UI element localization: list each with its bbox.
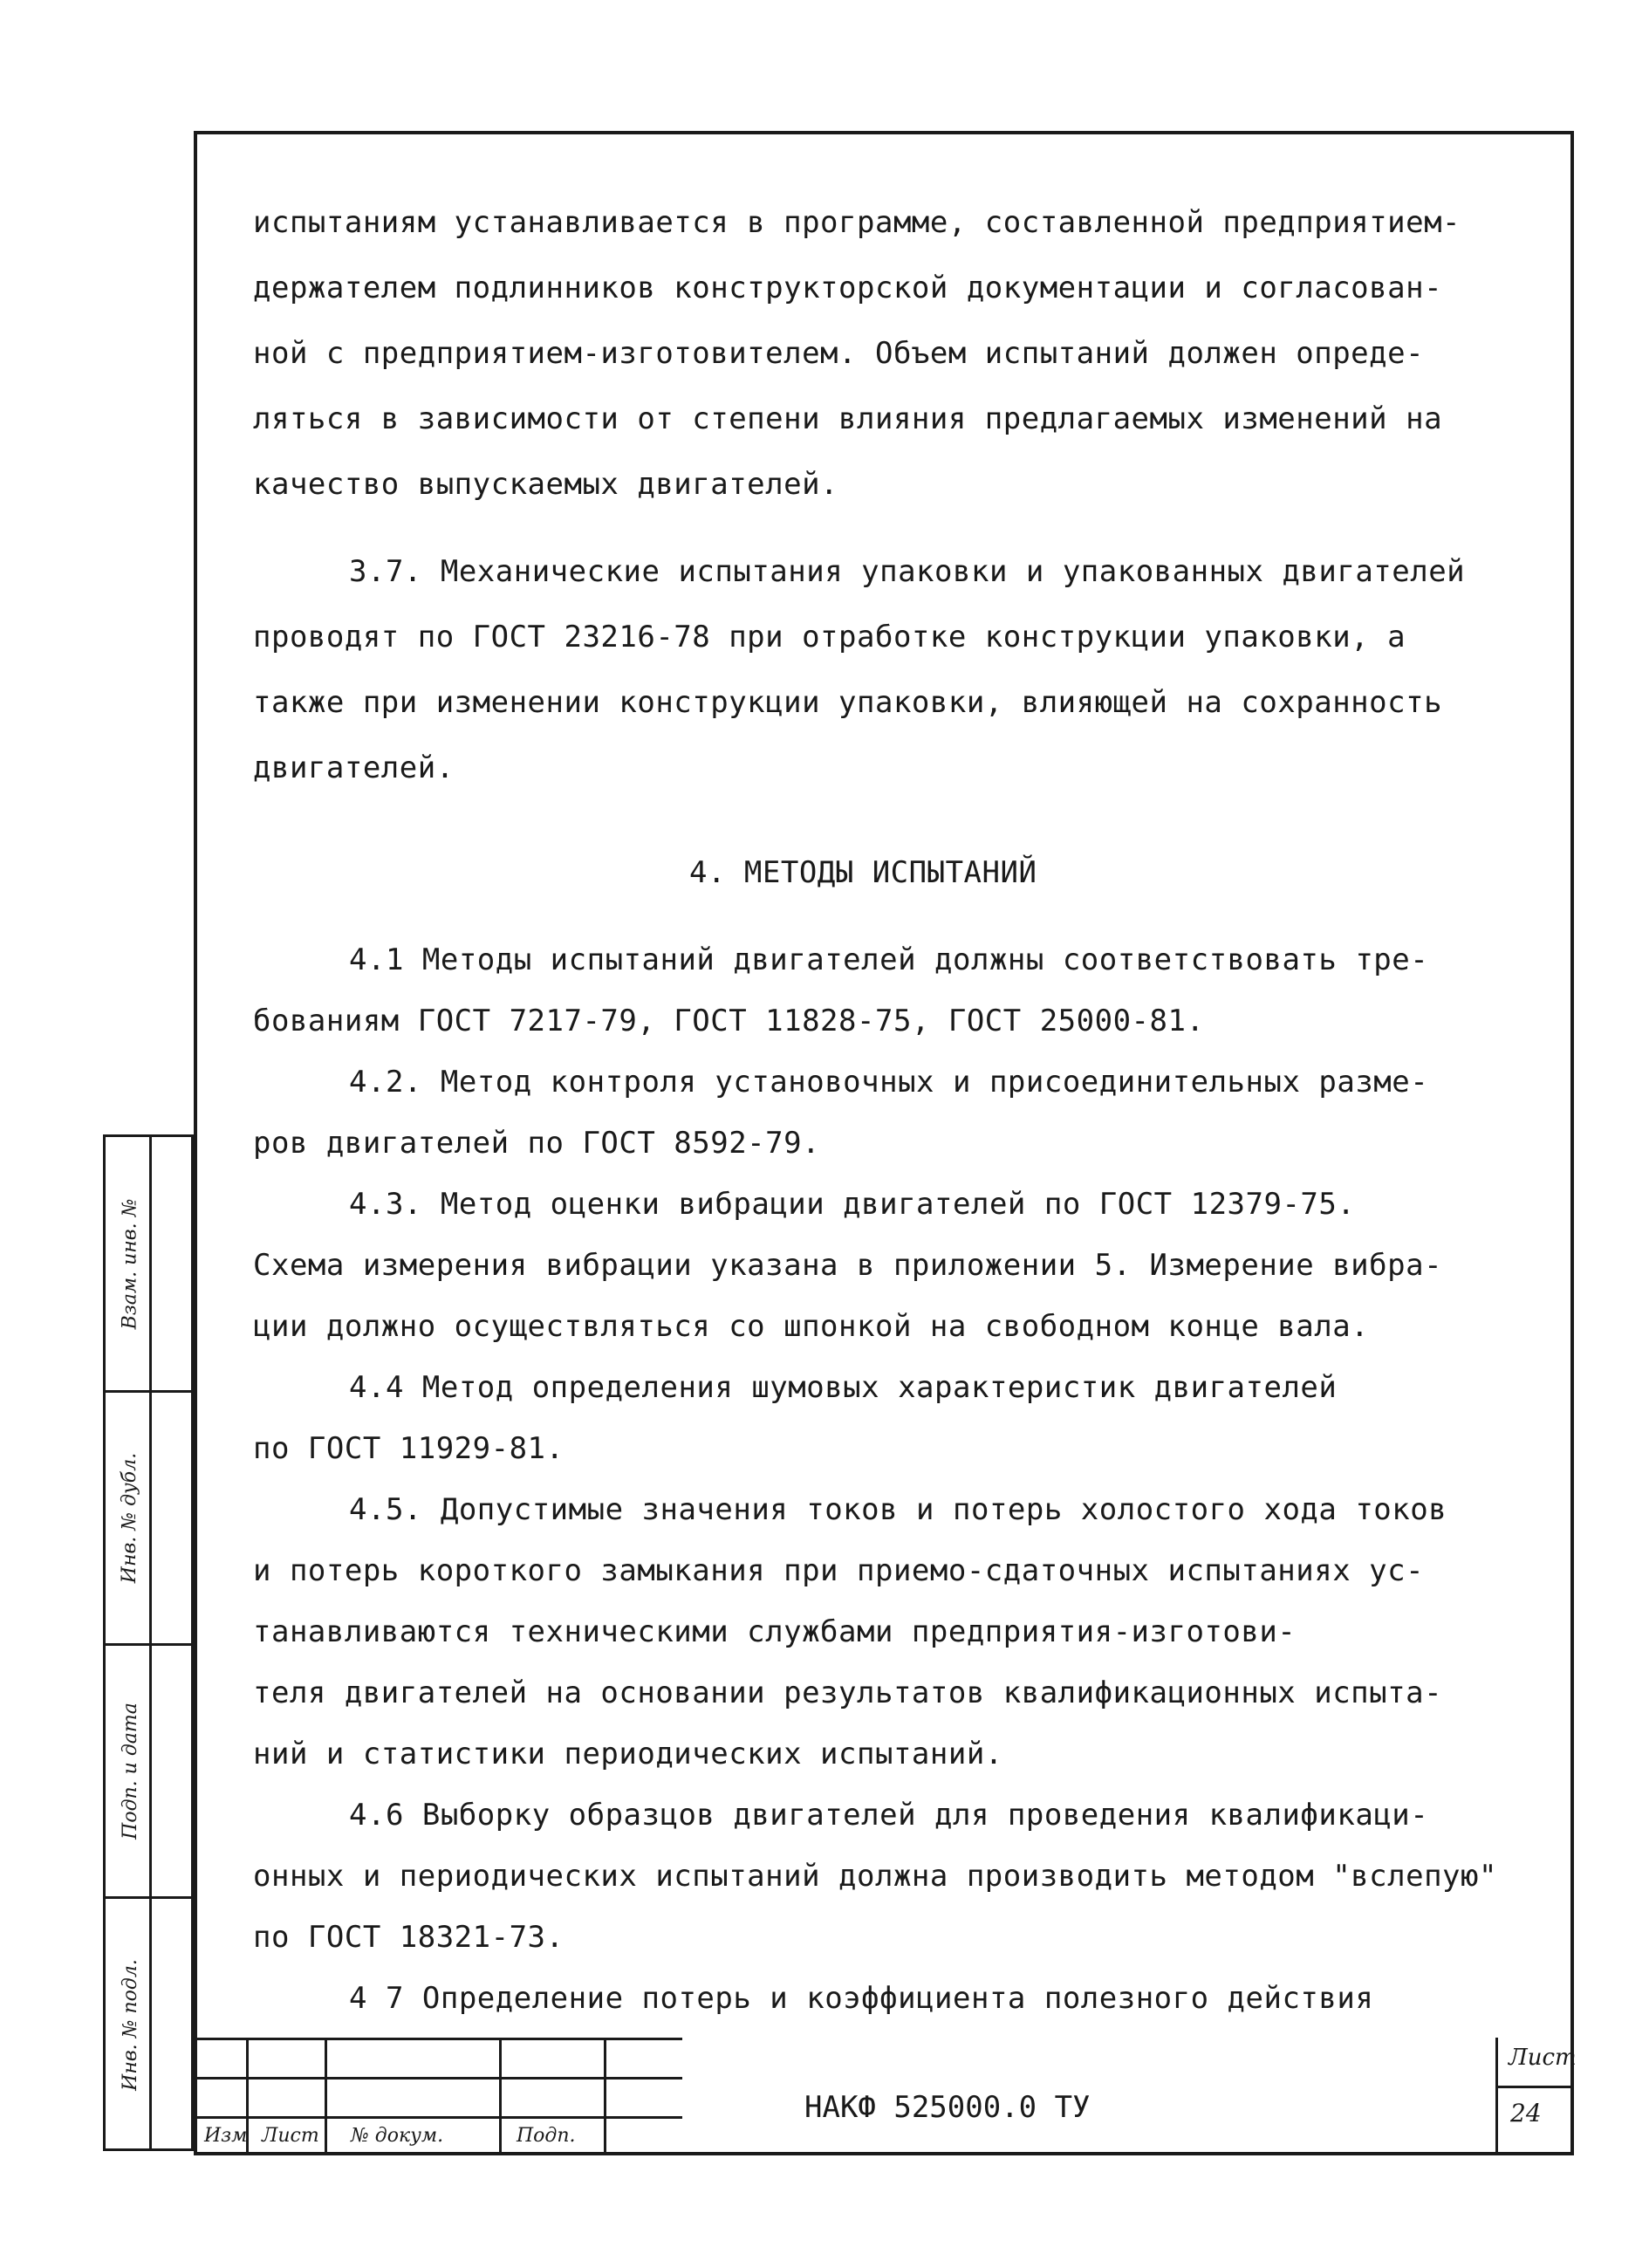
document-code: НАКФ 525000.0 ТУ (804, 2090, 1091, 2125)
body-line: и потерь короткого замыкания при приемо-сдаточных испытаниях ус- (253, 1553, 1425, 1588)
body-line: ции должно осуществляться со шпонкой на свободном конце вала. (253, 1309, 1370, 1344)
body-line: ной с предприятием-изготовителем. Объем испытаний должен опреде- (253, 336, 1425, 371)
stamp-cell (106, 1390, 191, 1643)
sheet-label: Лист (1509, 2045, 1577, 2071)
stamp-label: Взам. инв. № (119, 1198, 141, 1329)
body-line: по ГОСТ 11929-81. (253, 1431, 564, 1466)
stamp-label: Инв. № дубл. (119, 1452, 141, 1584)
stamp-cell (106, 1137, 191, 1390)
rev-label: Подп. (517, 2125, 576, 2147)
body-line: 4.3. Метод оценки вибрации двигателей по ГОСТ 12379-75. (349, 1187, 1356, 1222)
body-line: бованиям ГОСТ 7217-79, ГОСТ 11828-75, ГОСТ 25000-81. (253, 1004, 1205, 1038)
revision-grid (194, 2038, 682, 2155)
stamp-label: Инв. № подл. (119, 1959, 141, 2091)
rev-label: Изм (204, 2125, 248, 2147)
body-line: онных и периодических испытаний должна производить методом "вслепую" (253, 1859, 1497, 1894)
title-block (194, 2038, 1577, 2155)
body-line: ров двигателей по ГОСТ 8592-79. (253, 1126, 821, 1161)
body-line: двигателей. (253, 750, 455, 785)
body-line: 4.6 Выборку образцов двигателей для проведения квалификаци- (349, 1798, 1429, 1833)
body-line: 4.1 Методы испытаний двигателей должны соответствовать тре- (349, 942, 1429, 977)
body-line: ляться в зависимости от степени влияния предлагаемых изменений на (253, 401, 1443, 436)
body-line: теля двигателей на основании результатов квалификационных испыта- (253, 1675, 1443, 1710)
body-line: 3.7. Механические испытания упаковки и упакованных двигателей (349, 554, 1466, 589)
sheet-number: 24 (1510, 2099, 1542, 2128)
body-line: 4.5. Допустимые значения токов и потерь холостого хода токов (349, 1492, 1447, 1527)
body-line: Схема измерения вибрации указана в приложении 5. Измерение вибра- (253, 1248, 1443, 1283)
body-line: испытаниям устанавливается в программе, составленной предприятием- (253, 205, 1461, 240)
stamp-cell (106, 1643, 191, 1896)
stamp-label: Подп. и дата (119, 1703, 141, 1840)
body-line: качество выпускаемых двигателей. (253, 467, 839, 502)
body-line: проводят по ГОСТ 23216-78 при отработке конструкции упаковки, а (253, 620, 1406, 654)
body-line: держателем подлинников конструкторской документации и согласован- (253, 271, 1443, 305)
body-line: ний и статистики периодических испытаний. (253, 1737, 1003, 1771)
body-line: танавливаются техническими службами предприятия-изготови- (253, 1614, 1297, 1649)
margin-stamp-column (103, 1134, 194, 2151)
body-line: 4 7 Определение потерь и коэффициента полезного действия (349, 1981, 1374, 2016)
body-line: также при изменении конструкции упаковки, влияющей на сохранность (253, 685, 1443, 720)
body-line: по ГОСТ 18321-73. (253, 1920, 564, 1955)
rev-label: Лист (262, 2125, 319, 2147)
body-line: 4.2. Метод контроля установочных и присоединительных разме- (349, 1065, 1429, 1100)
stamp-cell (106, 1896, 191, 2151)
body-line: 4.4 Метод определения шумовых характеристик двигателей (349, 1370, 1338, 1405)
section-heading: 4. МЕТОДЫ ИСПЫТАНИЙ (689, 855, 1037, 890)
rev-label: № докум. (351, 2125, 444, 2147)
sheet-box (1495, 2038, 1577, 2155)
